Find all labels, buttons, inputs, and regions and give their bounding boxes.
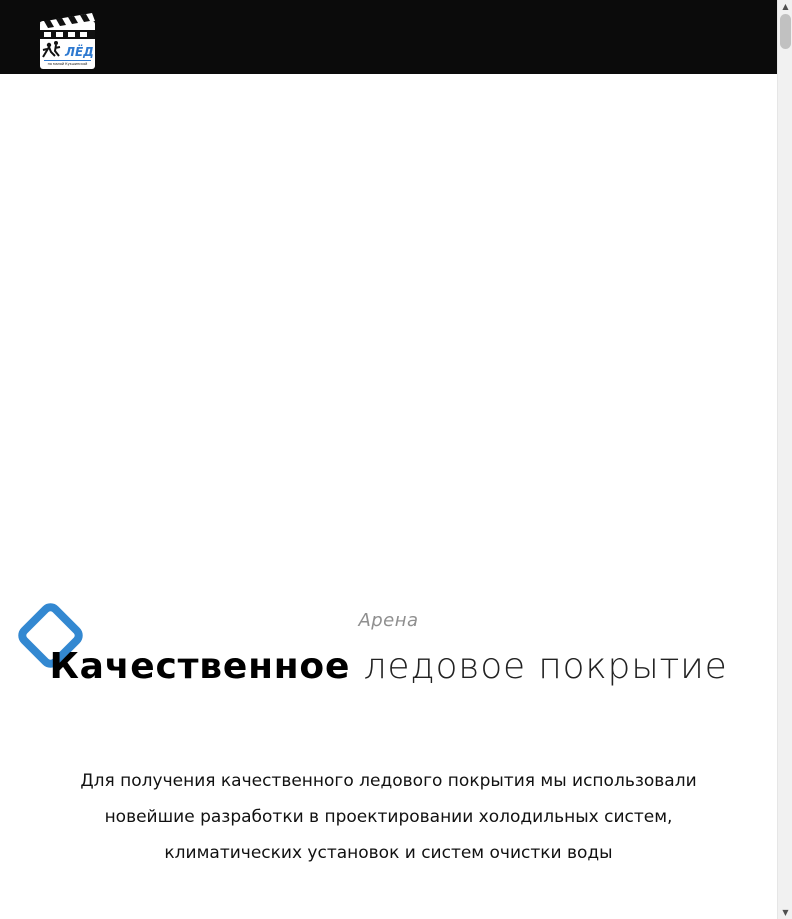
hero-media-area [0, 74, 777, 594]
headline-light-part: ледовое покрытие [363, 646, 728, 687]
chevron-up-icon[interactable]: ▲ [782, 2, 789, 11]
section-subtitle: Арена [358, 610, 419, 631]
page-scrollbar[interactable] [777, 0, 792, 919]
section-headline [0, 643, 777, 691]
svg-text:на малой Кукшинской: на малой Кукшинской [47, 62, 88, 66]
svg-text:ЛЁД: ЛЁД [65, 45, 94, 59]
site-logo[interactable] [39, 12, 96, 70]
logo-clapperboard-icon [39, 12, 96, 70]
scrollbar-thumb[interactable] [780, 14, 791, 49]
site-header [0, 0, 777, 74]
chevron-down-icon[interactable]: ▼ [782, 908, 789, 917]
headline-bold-part: Качественное [49, 646, 351, 687]
section-description: Для получения качественного ледового покрытия мы использовали новейшие разработки в проектировании холодильных систем, климатических установок и систем очистки воды [80, 771, 697, 863]
